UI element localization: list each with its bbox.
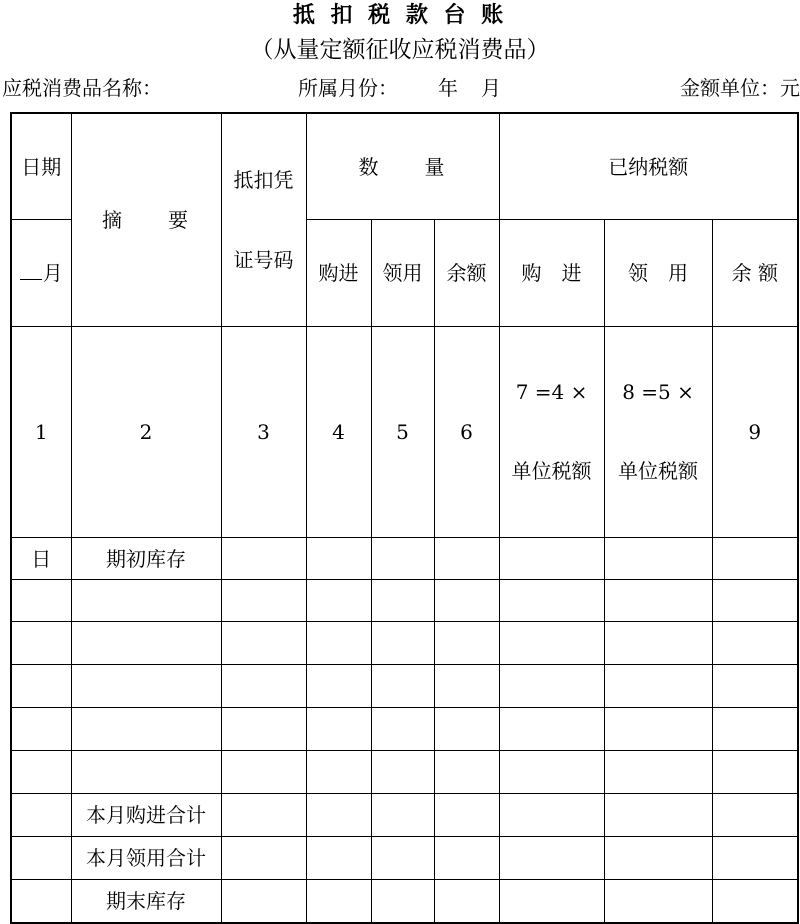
header-qty-purchase: 购进 (306, 220, 371, 327)
cell-day (11, 794, 71, 837)
cell-summary (71, 622, 221, 665)
cell-tax-balance (712, 751, 798, 794)
cell-voucher (221, 708, 306, 751)
cell-qty-use (371, 794, 434, 837)
cell-voucher (221, 538, 306, 580)
column-number-6: 6 (434, 327, 499, 538)
cell-qty-balance (434, 880, 499, 923)
header-tax-purchase: 购 进 (499, 220, 604, 327)
cell-qty-use (371, 622, 434, 665)
cell-qty-balance (434, 538, 499, 580)
cell-summary (71, 708, 221, 751)
cell-qty-balance (434, 708, 499, 751)
table-row (11, 665, 798, 708)
cell-qty-purchase (306, 538, 371, 580)
cell-tax-use (604, 837, 712, 880)
cell-voucher (221, 794, 306, 837)
header-tax-paid: 已纳税额 (499, 113, 798, 220)
cell-tax-purchase (499, 665, 604, 708)
header-qty-use: 领用 (371, 220, 434, 327)
cell-summary (71, 665, 221, 708)
cell-tax-use (604, 708, 712, 751)
cell-tax-balance (712, 622, 798, 665)
cell-tax-balance (712, 665, 798, 708)
header-qty-balance: 余额 (434, 220, 499, 327)
cell-qty-use (371, 580, 434, 622)
column-number-row (11, 327, 798, 538)
header-voucher-line2: 证号码 (233, 248, 294, 272)
cell-tax-purchase (499, 880, 604, 923)
column-number-4: 4 (306, 327, 371, 538)
cell-voucher (221, 880, 306, 923)
column-number-7-unit: 单位税额 (511, 459, 592, 483)
table-row (11, 622, 798, 665)
cell-day (11, 837, 71, 880)
cell-tax-purchase (499, 538, 604, 580)
cell-qty-balance (434, 794, 499, 837)
column-number-8-formula: 8 =5 × (622, 380, 694, 404)
ledger-table (10, 112, 799, 924)
cell-tax-use (604, 665, 712, 708)
header-date: 日期 (11, 113, 71, 220)
cell-qty-use (371, 665, 434, 708)
cell-day (11, 580, 71, 622)
cell-day: 日 (11, 538, 71, 580)
cell-tax-use (604, 580, 712, 622)
column-number-8-unit: 单位税额 (618, 459, 699, 483)
cell-qty-purchase (306, 794, 371, 837)
cell-qty-purchase (306, 837, 371, 880)
header-month (11, 220, 71, 327)
amount-unit-label: 金额单位：元 (680, 76, 800, 100)
cell-tax-balance (712, 837, 798, 880)
column-number-7 (499, 327, 604, 538)
cell-day (11, 880, 71, 923)
cell-tax-balance (712, 708, 798, 751)
header-summary: 摘 要 (71, 113, 221, 327)
month-label: 月 (481, 76, 501, 100)
table-row (11, 751, 798, 794)
cell-day (11, 751, 71, 794)
table-row-opening (11, 538, 798, 580)
cell-qty-use (371, 880, 434, 923)
page-subtitle: （从量定额征收应税消费品） (250, 37, 550, 63)
cell-tax-purchase (499, 794, 604, 837)
cell-summary: 期初库存 (71, 538, 221, 580)
cell-tax-use (604, 794, 712, 837)
cell-tax-use (604, 880, 712, 923)
cell-tax-use (604, 538, 712, 580)
cell-tax-use (604, 622, 712, 665)
table-row (11, 580, 798, 622)
cell-voucher (221, 837, 306, 880)
cell-tax-purchase (499, 708, 604, 751)
cell-qty-use (371, 538, 434, 580)
cell-day (11, 622, 71, 665)
period-label: 所属月份： (298, 76, 398, 100)
cell-qty-use (371, 837, 434, 880)
cell-day (11, 708, 71, 751)
column-number-7-formula: 7 =4 × (515, 380, 588, 404)
cell-tax-balance (712, 580, 798, 622)
cell-qty-purchase (306, 708, 371, 751)
cell-day (11, 665, 71, 708)
cell-tax-balance (712, 880, 798, 923)
cell-summary: 期末库存 (71, 880, 221, 923)
header-month-suffix: 月 (42, 261, 63, 286)
cell-summary (71, 580, 221, 622)
cell-voucher (221, 665, 306, 708)
cell-summary (71, 751, 221, 794)
cell-qty-balance (434, 622, 499, 665)
header-voucher-line1: 抵扣凭 (233, 168, 294, 192)
cell-voucher (221, 751, 306, 794)
header-quantity: 数 量 (306, 113, 499, 220)
cell-qty-use (371, 751, 434, 794)
cell-qty-balance (434, 580, 499, 622)
cell-summary: 本月领用合计 (71, 837, 221, 880)
cell-tax-balance (712, 794, 798, 837)
cell-tax-purchase (499, 751, 604, 794)
table-row (11, 708, 798, 751)
page-title: 抵 扣 税 款 台 账 (292, 2, 508, 28)
cell-tax-use (604, 751, 712, 794)
table-row-use-total (11, 837, 798, 880)
cell-summary: 本月购进合计 (71, 794, 221, 837)
cell-qty-balance (434, 837, 499, 880)
column-number-8 (604, 327, 712, 538)
cell-voucher (221, 622, 306, 665)
cell-tax-purchase (499, 580, 604, 622)
cell-tax-balance (712, 538, 798, 580)
cell-qty-purchase (306, 751, 371, 794)
cell-voucher (221, 580, 306, 622)
table-row-purchase-total (11, 794, 798, 837)
header-voucher (221, 113, 306, 327)
header-tax-use: 领 用 (604, 220, 712, 327)
cell-qty-balance (434, 751, 499, 794)
column-number-1: 1 (11, 327, 71, 538)
cell-qty-purchase (306, 880, 371, 923)
cell-qty-balance (434, 665, 499, 708)
header-row-1 (11, 113, 798, 220)
cell-tax-purchase (499, 622, 604, 665)
cell-qty-purchase (306, 580, 371, 622)
cell-qty-use (371, 708, 434, 751)
column-number-3: 3 (221, 327, 306, 538)
table-row-closing (11, 880, 798, 923)
month-blank-line (20, 278, 42, 280)
year-label: 年 (438, 76, 458, 100)
cell-qty-purchase (306, 622, 371, 665)
header-tax-balance: 余 额 (712, 220, 798, 327)
column-number-2: 2 (71, 327, 221, 538)
cell-tax-purchase (499, 837, 604, 880)
column-number-5: 5 (371, 327, 434, 538)
column-number-9: 9 (712, 327, 798, 538)
cell-qty-purchase (306, 665, 371, 708)
product-name-label: 应税消费品名称： (2, 76, 162, 100)
